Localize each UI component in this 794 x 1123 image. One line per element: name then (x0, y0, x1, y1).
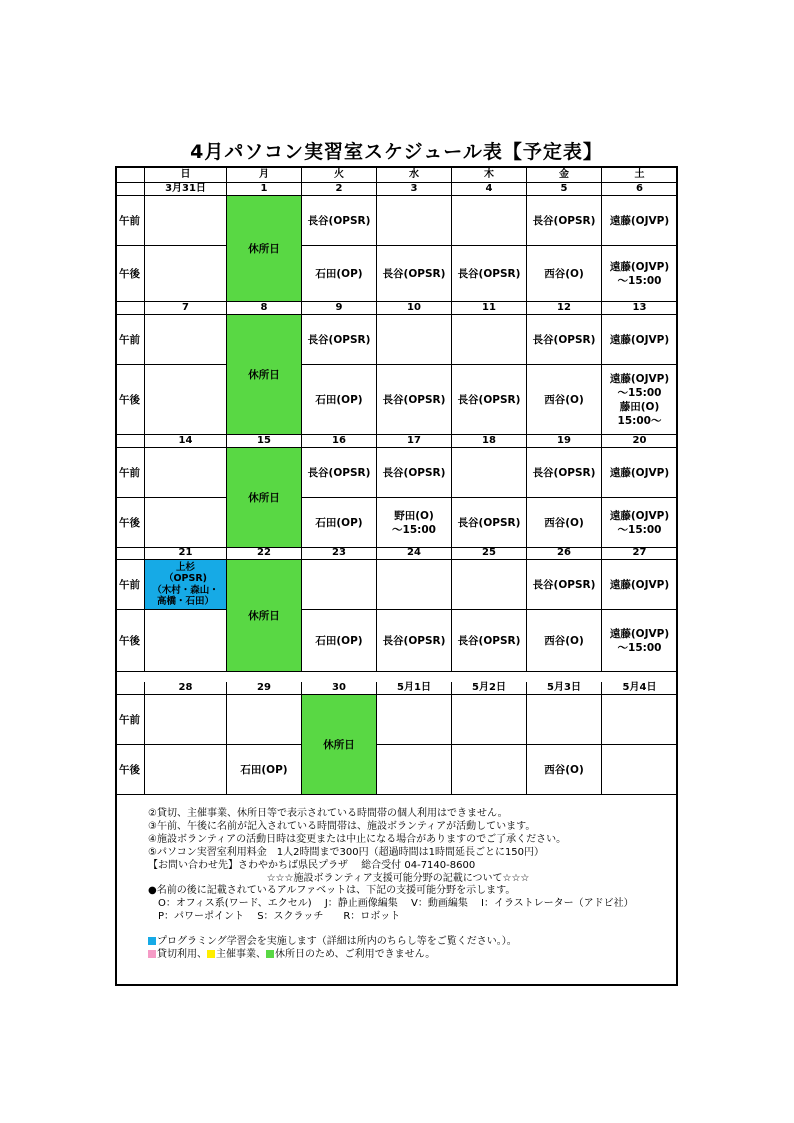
am-slot (602, 695, 678, 745)
am-label: 午前 (115, 695, 145, 745)
am-slot (452, 560, 527, 610)
am-slot (145, 196, 227, 246)
date-cell: 2 (302, 183, 377, 196)
support-heading: ☆☆☆施設ボランティア支援可能分野の記載について☆☆☆ (266, 872, 530, 884)
note-line: ③午前、午後に名前が記入されている時間帯は、施設ボランティアが活動しています。 (148, 820, 536, 832)
am-slot (145, 695, 227, 745)
date-cell: 7 (145, 302, 227, 315)
am-slot (452, 315, 527, 365)
day-header: 水 (377, 167, 452, 183)
closed-day-cell: 休所日 (227, 560, 302, 672)
pm-slot: 遠藤(OJVP) ～15:00 藤田(O) 15:00～ (602, 365, 678, 435)
date-cell: 6 (602, 183, 678, 196)
date-cell: 5月1日 (377, 682, 452, 695)
pm-slot: 長谷(OPSR) (452, 498, 527, 548)
date-cell: 12 (527, 302, 602, 315)
date-cell: 25 (452, 547, 527, 560)
legend-closed-text: 休所日のため、ご利用できません。 (275, 949, 436, 961)
date-cell: 19 (527, 435, 602, 448)
date-cell: 5 (527, 183, 602, 196)
date-cell: 5月4日 (602, 682, 678, 695)
pm-slot (377, 745, 452, 795)
date-cell: 3月31日 (145, 183, 227, 196)
program-color-square (148, 937, 156, 945)
am-slot (145, 315, 227, 365)
closed-day-cell: 休所日 (227, 196, 302, 302)
legend-unavailable (148, 949, 668, 962)
am-slot (377, 315, 452, 365)
pm-slot: 西谷(O) (527, 498, 602, 548)
closed-day-cell: 休所日 (227, 315, 302, 435)
day-header: 木 (452, 167, 527, 183)
am-slot: 遠藤(OJVP) (602, 196, 678, 246)
am-slot: 長谷(OPSR) (302, 315, 377, 365)
pm-slot: 石田(OP) (302, 498, 377, 548)
date-cell: 8 (227, 302, 302, 315)
pm-slot (145, 365, 227, 435)
date-cell: 20 (602, 435, 678, 448)
date-cell: 11 (452, 302, 527, 315)
pm-slot: 石田(OP) (302, 365, 377, 435)
date-cell: 24 (377, 547, 452, 560)
pm-slot: 西谷(O) (527, 610, 602, 672)
date-cell: 9 (302, 302, 377, 315)
pm-slot: 西谷(O) (527, 365, 602, 435)
am-slot (227, 695, 302, 745)
legend-program (148, 936, 668, 949)
closed-day-cell: 休所日 (227, 448, 302, 548)
pm-slot: 長谷(OPSR) (377, 610, 452, 672)
pm-slot: 長谷(OPSR) (377, 365, 452, 435)
pm-slot: 長谷(OPSR) (377, 246, 452, 302)
closed-day-cell: 休所日 (302, 695, 377, 795)
spacer (148, 924, 668, 936)
date-cell: 4 (452, 183, 527, 196)
legend-program-text: プログラミング学習会を実施します（詳細は所内のちらし等をご覧ください。）。 (157, 936, 517, 948)
note-line: ④施設ボランティアの活動日時は変更または中止になる場合がありますのでご了承ください。 (148, 833, 567, 845)
support-line: ●名前の後に記載されているアルファベットは、下記の支援可能分野を示します。 (148, 885, 516, 897)
pm-slot (145, 745, 227, 795)
pm-slot: 石田(OP) (302, 246, 377, 302)
reserved-color-square (148, 950, 156, 958)
pm-label: 午後 (115, 610, 145, 672)
page-title: 4月パソコン実習室スケジュール表【予定表】 (190, 141, 603, 163)
note-line: ⑤パソコン実習室利用料金 1人2時間まで300円（超過時間は1時間延長ごとに150円） (148, 846, 545, 858)
pm-slot: 遠藤(OJVP) ～15:00 (602, 610, 678, 672)
am-slot: 長谷(OPSR) (302, 196, 377, 246)
pm-slot: 石田(OP) (302, 610, 377, 672)
pm-slot: 遠藤(OJVP) ～15:00 (602, 246, 678, 302)
am-slot: 長谷(OPSR) (527, 196, 602, 246)
am-slot (452, 448, 527, 498)
am-label: 午前 (115, 448, 145, 498)
pm-slot (145, 610, 227, 672)
am-slot (377, 560, 452, 610)
date-cell: 16 (302, 435, 377, 448)
pm-slot (145, 498, 227, 548)
am-slot (527, 695, 602, 745)
legend-reserved-text: 貸切利用、 (157, 949, 207, 961)
date-row-corner (115, 435, 145, 448)
closed-color-square (266, 950, 274, 958)
am-slot: 長谷(OPSR) (527, 315, 602, 365)
pm-slot: 長谷(OPSR) (452, 610, 527, 672)
am-slot: 遠藤(OJVP) (602, 560, 678, 610)
pm-slot: 長谷(OPSR) (452, 365, 527, 435)
date-cell: 28 (145, 682, 227, 695)
am-label: 午前 (115, 560, 145, 610)
pm-label: 午後 (115, 745, 145, 795)
pm-label: 午後 (115, 498, 145, 548)
day-header: 火 (302, 167, 377, 183)
note-line: ②貸切、主催事業、休所日等で表示されている時間帯の個人利用はできません。 (148, 808, 508, 819)
pm-slot (452, 745, 527, 795)
am-label: 午前 (115, 315, 145, 365)
notes-section (148, 808, 668, 962)
pm-label: 午後 (115, 365, 145, 435)
pm-slot (145, 246, 227, 302)
am-slot: 長谷(OPSR) (527, 560, 602, 610)
pm-label: 午後 (115, 246, 145, 302)
date-cell: 17 (377, 435, 452, 448)
pm-slot: 野田(O) ～15:00 (377, 498, 452, 548)
am-slot (452, 695, 527, 745)
am-slot: 長谷(OPSR) (377, 448, 452, 498)
date-cell: 29 (227, 682, 302, 695)
am-slot: 遠藤(OJVP) (602, 448, 678, 498)
event-color-square (207, 950, 215, 958)
pm-slot: 長谷(OPSR) (452, 246, 527, 302)
date-row-corner (115, 183, 145, 196)
pm-slot: 西谷(O) (527, 246, 602, 302)
day-header: 日 (145, 167, 227, 183)
date-cell: 10 (377, 302, 452, 315)
date-cell: 1 (227, 183, 302, 196)
date-cell: 23 (302, 547, 377, 560)
pm-slot: 石田(OP) (227, 745, 302, 795)
day-header: 金 (527, 167, 602, 183)
am-label: 午前 (115, 196, 145, 246)
legend-event-text: 主催事業、 (216, 949, 266, 961)
date-row-corner (115, 547, 145, 560)
am-slot (377, 196, 452, 246)
pm-slot: 西谷(O) (527, 745, 602, 795)
date-cell: 15 (227, 435, 302, 448)
am-slot: 上杉 （OPSR) （木村・森山・ 高橋・石田） (145, 560, 227, 610)
pm-slot: 遠藤(OJVP) ～15:00 (602, 498, 678, 548)
am-slot (145, 448, 227, 498)
am-slot (452, 196, 527, 246)
support-line: P：パワーポイント S：スクラッチ R：ロボット (148, 911, 401, 923)
date-cell: 18 (452, 435, 527, 448)
date-row-corner (115, 302, 145, 315)
date-row-corner (115, 682, 145, 695)
date-cell: 21 (145, 547, 227, 560)
date-cell: 5月2日 (452, 682, 527, 695)
date-cell: 5月3日 (527, 682, 602, 695)
date-cell: 3 (377, 183, 452, 196)
am-slot (302, 560, 377, 610)
date-cell: 22 (227, 547, 302, 560)
header-corner (115, 167, 145, 183)
am-slot: 遠藤(OJVP) (602, 315, 678, 365)
note-line: 【お問い合わせ先】さわやかちば県民プラザ 総合受付 04-7140-8600 (148, 859, 476, 871)
date-cell: 27 (602, 547, 678, 560)
date-cell: 14 (145, 435, 227, 448)
support-line: O：オフィス系(ワード、エクセル) J：静止画像編集 V：動画編集 I：イラストレーター（アドビ社） (148, 898, 634, 910)
date-cell: 13 (602, 302, 678, 315)
pm-slot (602, 745, 678, 795)
date-cell: 30 (302, 682, 377, 695)
am-slot (377, 695, 452, 745)
am-slot: 長谷(OPSR) (302, 448, 377, 498)
date-cell: 26 (527, 547, 602, 560)
day-header: 月 (227, 167, 302, 183)
day-header: 土 (602, 167, 678, 183)
am-slot: 長谷(OPSR) (527, 448, 602, 498)
